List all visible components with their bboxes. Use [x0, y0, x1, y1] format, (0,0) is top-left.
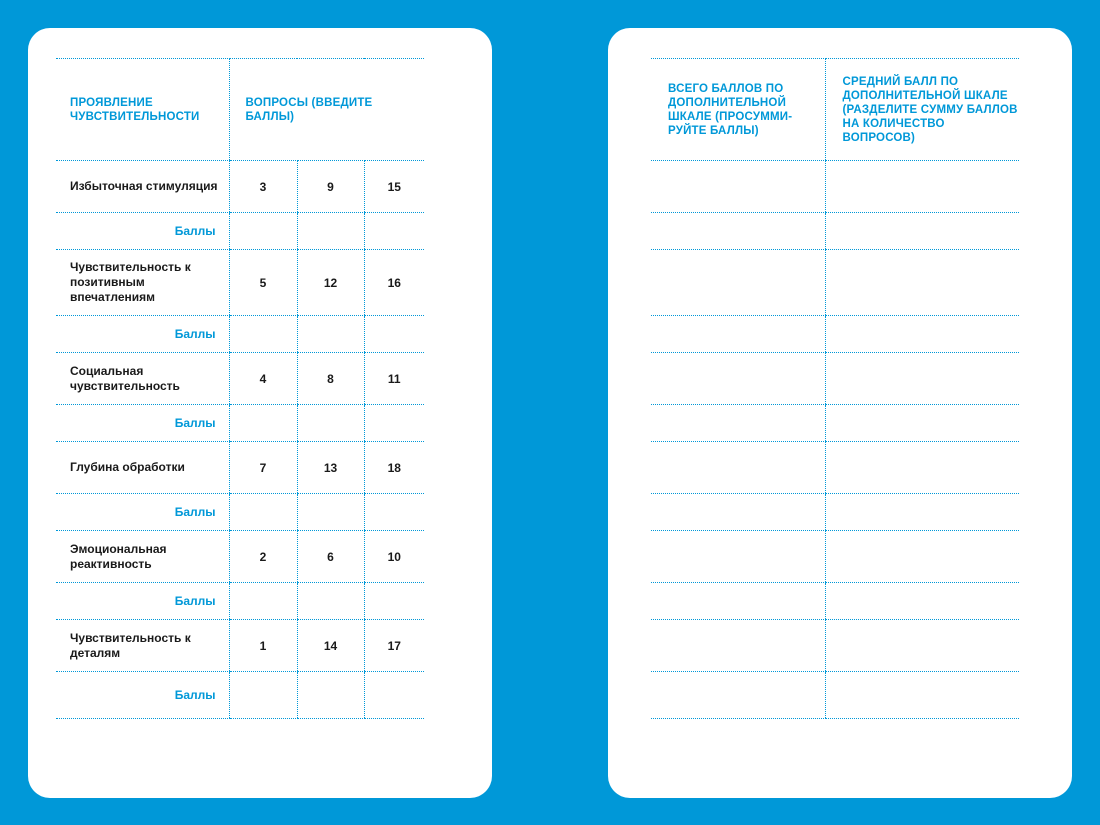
question-number: 14: [297, 620, 364, 672]
question-number: 8: [297, 353, 364, 405]
total-cell[interactable]: [651, 250, 825, 316]
table-row: [651, 442, 1019, 494]
total-cell[interactable]: [651, 161, 825, 213]
score-cell[interactable]: [297, 672, 364, 719]
question-number: 6: [297, 531, 364, 583]
average-cell[interactable]: [825, 353, 1019, 405]
score-row: [56, 405, 424, 442]
scoring-table: [56, 58, 424, 719]
average-cell[interactable]: [825, 405, 1019, 442]
score-cell[interactable]: [297, 494, 364, 531]
average-cell[interactable]: [825, 620, 1019, 672]
score-row: [56, 213, 424, 250]
average-cell[interactable]: [825, 161, 1019, 213]
header-row: [56, 59, 424, 161]
table-row: [651, 583, 1019, 620]
table-row: [651, 405, 1019, 442]
average-cell[interactable]: [825, 213, 1019, 250]
question-number: 18: [364, 442, 424, 494]
question-number: 2: [229, 531, 297, 583]
table-row: [651, 672, 1019, 719]
score-cell[interactable]: [297, 583, 364, 620]
feature-label: Чувствительность к позитивным впечатлениям: [56, 250, 229, 316]
score-label: Баллы: [56, 583, 229, 620]
question-number: 7: [229, 442, 297, 494]
table-row: [651, 353, 1019, 405]
left-page: [28, 28, 492, 798]
score-cell[interactable]: [364, 316, 424, 353]
score-cell[interactable]: [297, 405, 364, 442]
table-row: [651, 620, 1019, 672]
score-cell[interactable]: [364, 672, 424, 719]
total-cell[interactable]: [651, 672, 825, 719]
header-average: СРЕДНИЙ БАЛЛ ПО ДОПОЛНИТЕЛЬНОЙ ШКАЛЕ (РАЗДЕЛИТЕ СУММУ БАЛЛОВ НА КОЛИЧЕСТВО ВОПРОСОВ): [825, 59, 1019, 161]
average-cell[interactable]: [825, 531, 1019, 583]
question-number: 9: [297, 161, 364, 213]
question-number: 3: [229, 161, 297, 213]
score-cell[interactable]: [229, 405, 297, 442]
question-number: 17: [364, 620, 424, 672]
score-label: Баллы: [56, 316, 229, 353]
question-number: 13: [297, 442, 364, 494]
score-cell[interactable]: [364, 494, 424, 531]
score-cell[interactable]: [297, 213, 364, 250]
score-label: Баллы: [56, 213, 229, 250]
score-label: Баллы: [56, 405, 229, 442]
score-cell[interactable]: [229, 583, 297, 620]
score-cell[interactable]: [229, 213, 297, 250]
table-row: [651, 250, 1019, 316]
total-cell[interactable]: [651, 316, 825, 353]
table-row: [651, 531, 1019, 583]
total-cell[interactable]: [651, 213, 825, 250]
question-number: 12: [297, 250, 364, 316]
table-row: [56, 353, 424, 405]
header-questions: ВОПРОСЫ (ВВЕДИТЕ БАЛЛЫ): [229, 59, 424, 161]
question-number: 4: [229, 353, 297, 405]
score-row: [56, 494, 424, 531]
average-cell[interactable]: [825, 442, 1019, 494]
score-cell[interactable]: [297, 316, 364, 353]
score-cell[interactable]: [364, 405, 424, 442]
score-label: Баллы: [56, 494, 229, 531]
total-cell[interactable]: [651, 353, 825, 405]
question-number: 1: [229, 620, 297, 672]
score-cell[interactable]: [364, 213, 424, 250]
total-cell[interactable]: [651, 494, 825, 531]
score-cell[interactable]: [229, 672, 297, 719]
question-number: 16: [364, 250, 424, 316]
header-total: ВСЕГО БАЛЛОВ ПО ДОПОЛНИТЕЛЬНОЙ ШКАЛЕ (ПРОСУММИРУЙТЕ БАЛЛЫ): [651, 59, 825, 161]
question-number: 11: [364, 353, 424, 405]
table-row: [651, 161, 1019, 213]
feature-label: Эмоциональная реактивность: [56, 531, 229, 583]
question-number: 15: [364, 161, 424, 213]
table-row: [56, 531, 424, 583]
total-cell[interactable]: [651, 583, 825, 620]
header-row: [651, 59, 1019, 161]
feature-label: Чувствительность к деталям: [56, 620, 229, 672]
total-cell[interactable]: [651, 405, 825, 442]
average-cell[interactable]: [825, 672, 1019, 719]
right-page: [608, 28, 1072, 798]
feature-label: Избыточная стимуляция: [56, 161, 229, 213]
table-row: [56, 161, 424, 213]
totals-table: [651, 58, 1019, 719]
score-cell[interactable]: [364, 583, 424, 620]
table-row: [651, 494, 1019, 531]
table-row: [651, 213, 1019, 250]
question-number: 5: [229, 250, 297, 316]
total-cell[interactable]: [651, 531, 825, 583]
score-cell[interactable]: [229, 494, 297, 531]
question-number: 10: [364, 531, 424, 583]
feature-label: Социальная чувствительность: [56, 353, 229, 405]
table-row: [56, 442, 424, 494]
score-row: [56, 316, 424, 353]
score-row: [56, 583, 424, 620]
score-cell[interactable]: [229, 316, 297, 353]
table-row: [56, 250, 424, 316]
table-row: [56, 620, 424, 672]
feature-label: Глубина обработки: [56, 442, 229, 494]
average-cell[interactable]: [825, 583, 1019, 620]
header-feature: ПРОЯВЛЕНИЕ ЧУВСТВИТЕЛЬНОСТИ: [56, 59, 229, 161]
average-cell[interactable]: [825, 316, 1019, 353]
total-cell[interactable]: [651, 442, 825, 494]
score-label: Баллы: [56, 672, 229, 719]
score-row: [56, 672, 424, 719]
average-cell[interactable]: [825, 494, 1019, 531]
average-cell[interactable]: [825, 250, 1019, 316]
table-row: [651, 316, 1019, 353]
total-cell[interactable]: [651, 620, 825, 672]
